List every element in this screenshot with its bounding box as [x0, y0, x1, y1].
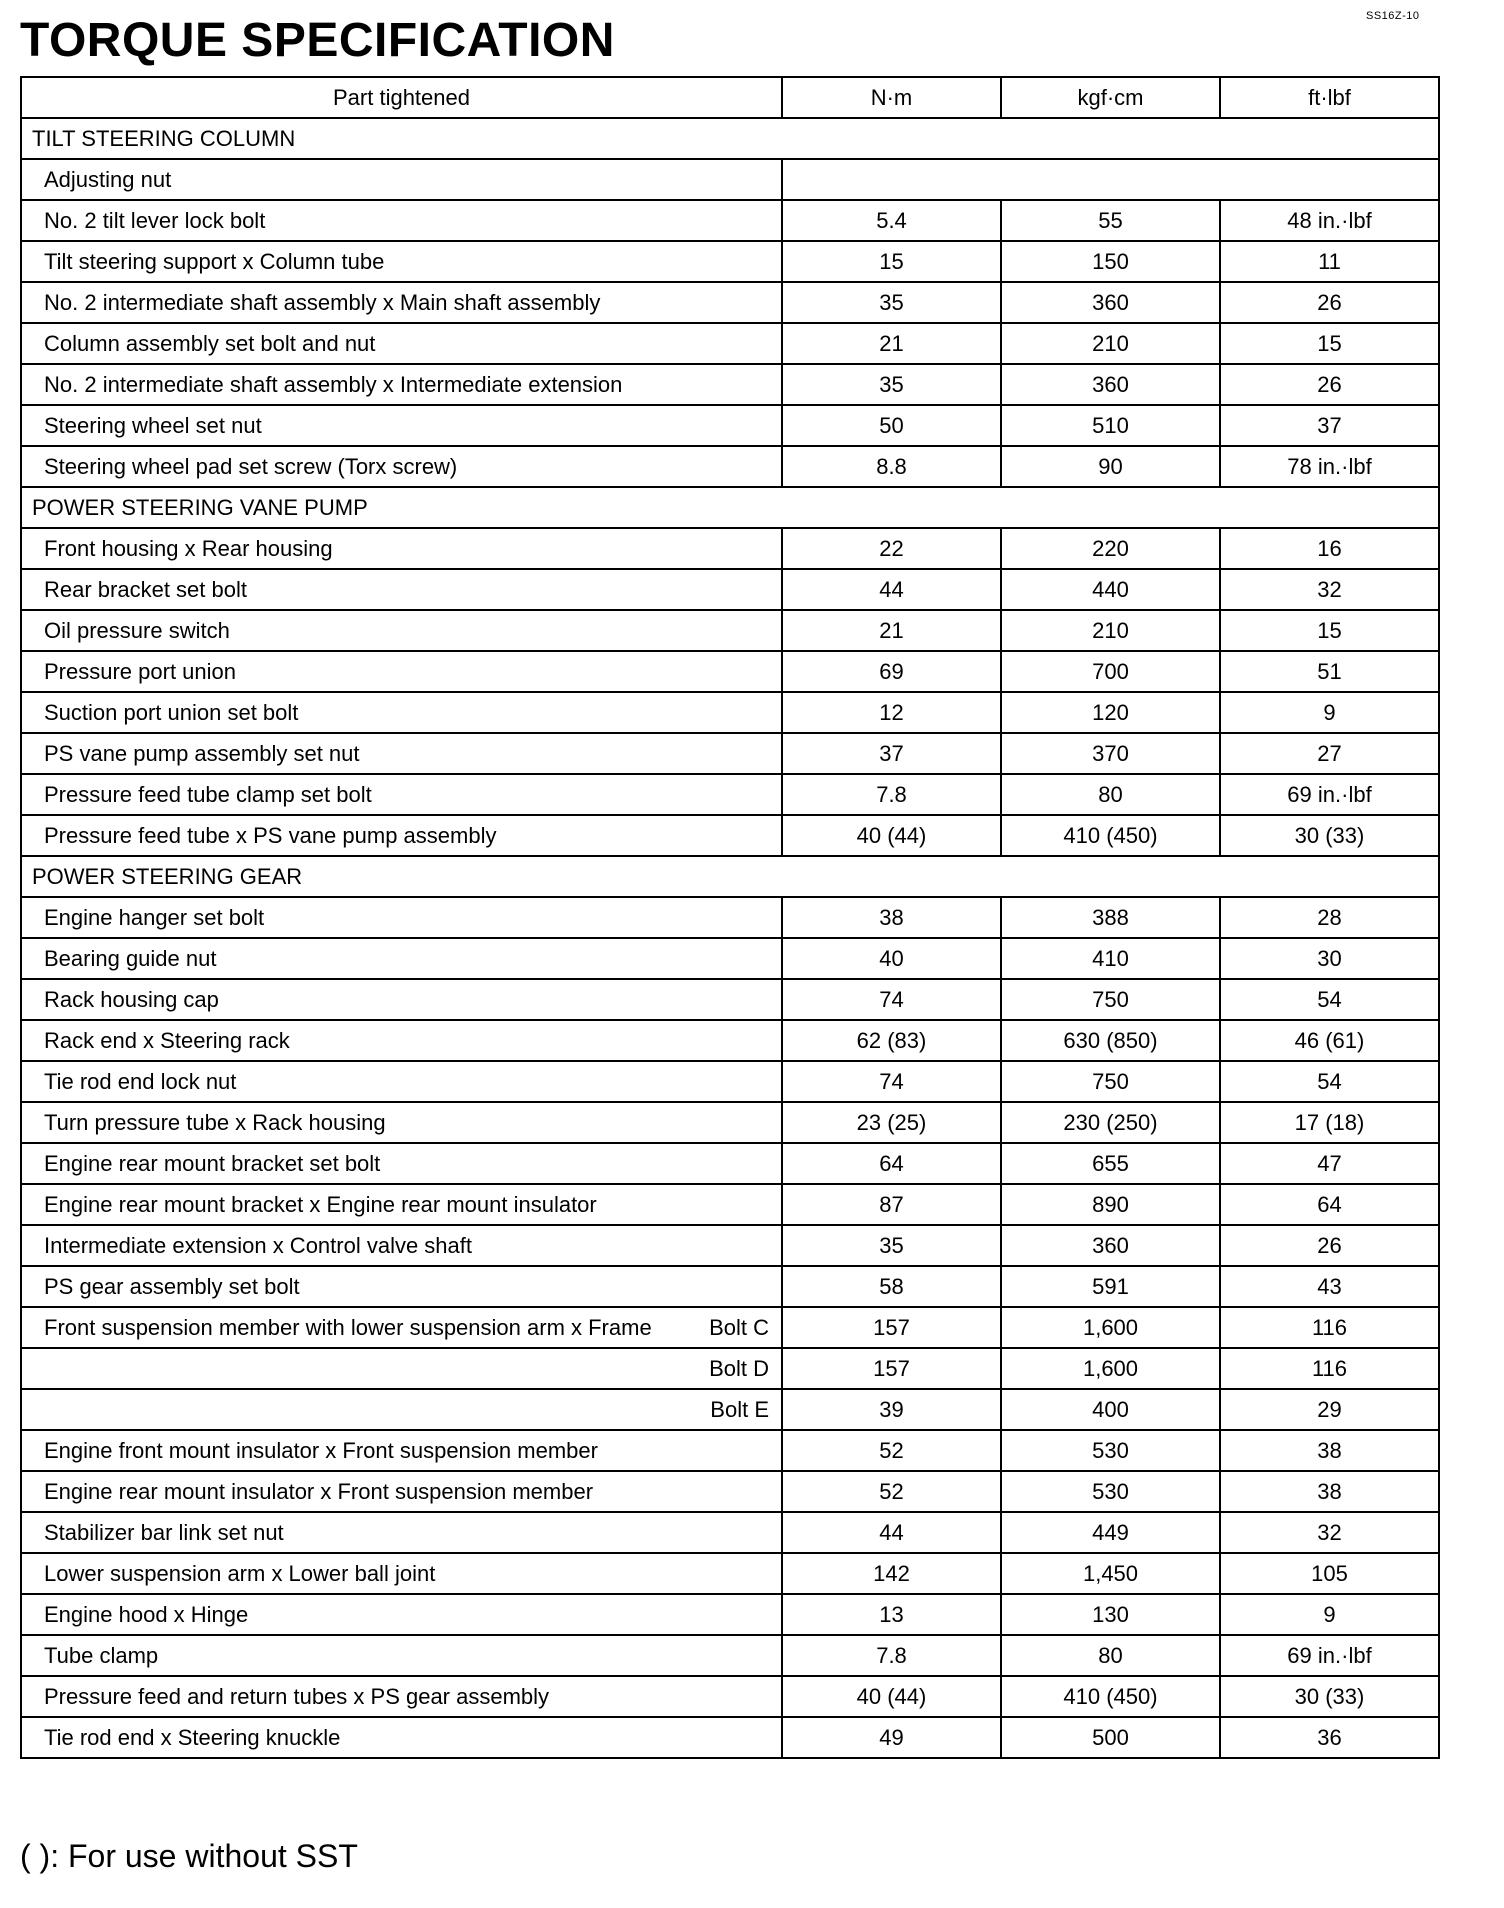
kgfcm-value: 210: [1001, 610, 1220, 651]
table-row: [21, 446, 1439, 487]
kgfcm-value: 750: [1001, 1061, 1220, 1102]
table-row: [21, 1553, 1439, 1594]
nm-value: 21: [782, 323, 1001, 364]
ftlbf-value: 54: [1220, 979, 1439, 1020]
ftlbf-value: 116: [1220, 1348, 1439, 1389]
ftlbf-value: 32: [1220, 569, 1439, 610]
part-cell: [21, 569, 782, 610]
ftlbf-value: 38: [1220, 1471, 1439, 1512]
kgfcm-value: 120: [1001, 692, 1220, 733]
kgfcm-value: 230 (250): [1001, 1102, 1220, 1143]
kgfcm-value: 410 (450): [1001, 815, 1220, 856]
table-row: [21, 1102, 1439, 1143]
nm-value: 13: [782, 1594, 1001, 1635]
nm-value: 44: [782, 1512, 1001, 1553]
kgfcm-value: 630 (850): [1001, 1020, 1220, 1061]
table-row: [21, 610, 1439, 651]
ftlbf-value: 30 (33): [1220, 815, 1439, 856]
bolt-label: Bolt D: [709, 1355, 769, 1381]
part-cell: [21, 1471, 782, 1512]
part-cell: [21, 651, 782, 692]
table-row: [21, 159, 1439, 200]
kgfcm-value: 1,600: [1001, 1307, 1220, 1348]
nm-value: 52: [782, 1471, 1001, 1512]
part-cell: [21, 405, 782, 446]
table-row: [21, 1143, 1439, 1184]
ftlbf-value: 26: [1220, 1225, 1439, 1266]
nm-value: 157: [782, 1348, 1001, 1389]
part-name: PS vane pump assembly set nut: [44, 740, 360, 766]
part-name: Column assembly set bolt and nut: [44, 330, 376, 356]
nm-value: 35: [782, 364, 1001, 405]
nm-value: 44: [782, 569, 1001, 610]
section-row: [21, 118, 1439, 159]
kgfcm-value: 150: [1001, 241, 1220, 282]
ftlbf-value: 105: [1220, 1553, 1439, 1594]
page-title: TORQUE SPECIFICATION: [20, 14, 615, 67]
table-row: [21, 1430, 1439, 1471]
table-row: [21, 1676, 1439, 1717]
table-row: [21, 1389, 1439, 1430]
kgfcm-value: 370: [1001, 733, 1220, 774]
ftlbf-value: 17 (18): [1220, 1102, 1439, 1143]
ftlbf-value: 26: [1220, 364, 1439, 405]
part-name: Rack housing cap: [44, 986, 219, 1012]
part-name: Engine front mount insulator x Front suspension member: [44, 1437, 598, 1463]
part-name: Stabilizer bar link set nut: [44, 1519, 284, 1545]
table-row: [21, 979, 1439, 1020]
ftlbf-value: 30 (33): [1220, 1676, 1439, 1717]
ftlbf-value: 37: [1220, 405, 1439, 446]
kgfcm-value: 80: [1001, 774, 1220, 815]
nm-value: 7.8: [782, 774, 1001, 815]
nm-value: 64: [782, 1143, 1001, 1184]
part-cell: [21, 323, 782, 364]
part-cell: [21, 1512, 782, 1553]
kgfcm-value: 360: [1001, 282, 1220, 323]
document-code: SS16Z-10: [1366, 10, 1420, 22]
ftlbf-value: 28: [1220, 897, 1439, 938]
nm-value: 62 (83): [782, 1020, 1001, 1061]
nm-value: 21: [782, 610, 1001, 651]
ftlbf-value: 43: [1220, 1266, 1439, 1307]
nm-value: 40: [782, 938, 1001, 979]
ftlbf-value: 27: [1220, 733, 1439, 774]
nm-value: 142: [782, 1553, 1001, 1594]
nm-value: 8.8: [782, 446, 1001, 487]
ftlbf-value: 48 in.·lbf: [1220, 200, 1439, 241]
kgfcm-value: 90: [1001, 446, 1220, 487]
table-body: [21, 118, 1439, 1758]
nm-value: 12: [782, 692, 1001, 733]
part-cell: [21, 1307, 782, 1348]
part-name: No. 2 tilt lever lock bolt: [44, 207, 266, 233]
part-name: Engine hanger set bolt: [44, 904, 265, 930]
torque-spec-table: [20, 76, 1440, 1759]
kgfcm-value: 750: [1001, 979, 1220, 1020]
part-cell: [21, 938, 782, 979]
kgfcm-value: 360: [1001, 1225, 1220, 1266]
ftlbf-value: 9: [1220, 1594, 1439, 1635]
table-row: [21, 323, 1439, 364]
part-name: Rear bracket set bolt: [44, 576, 247, 602]
table-row: [21, 1225, 1439, 1266]
kgfcm-value: 500: [1001, 1717, 1220, 1758]
part-name: Engine rear mount bracket x Engine rear mount insulator: [44, 1191, 597, 1217]
nm-value: 58: [782, 1266, 1001, 1307]
kgfcm-value: 591: [1001, 1266, 1220, 1307]
kgfcm-value: 410: [1001, 938, 1220, 979]
table-row: [21, 651, 1439, 692]
kgfcm-value: 388: [1001, 897, 1220, 938]
nm-value: 87: [782, 1184, 1001, 1225]
part-name: Adjusting nut: [44, 166, 172, 192]
table-row: [21, 569, 1439, 610]
nm-value: 157: [782, 1307, 1001, 1348]
part-name: Tube clamp: [44, 1642, 159, 1668]
part-cell: [21, 1061, 782, 1102]
part-name: Oil pressure switch: [44, 617, 230, 643]
ftlbf-value: 47: [1220, 1143, 1439, 1184]
nm-value: 35: [782, 282, 1001, 323]
part-name: Front housing x Rear housing: [44, 535, 333, 561]
part-cell: [21, 1102, 782, 1143]
part-name: Lower suspension arm x Lower ball joint: [44, 1560, 436, 1586]
part-cell: [21, 1635, 782, 1676]
nm-value: 37: [782, 733, 1001, 774]
header-kgfcm: kgf·cm: [1001, 77, 1220, 118]
part-cell: [21, 1594, 782, 1635]
part-cell: [21, 528, 782, 569]
part-cell: [21, 364, 782, 405]
kgfcm-value: 530: [1001, 1430, 1220, 1471]
footnote: ( ): For use without SST: [20, 1838, 358, 1874]
ftlbf-value: 29: [1220, 1389, 1439, 1430]
part-cell: [21, 692, 782, 733]
table-row: [21, 1266, 1439, 1307]
part-name: Pressure feed tube clamp set bolt: [44, 781, 372, 807]
nm-value: 52: [782, 1430, 1001, 1471]
ftlbf-value: 15: [1220, 610, 1439, 651]
ftlbf-value: 69 in.·lbf: [1220, 1635, 1439, 1676]
part-name: Tie rod end x Steering knuckle: [44, 1724, 341, 1750]
kgfcm-value: 890: [1001, 1184, 1220, 1225]
table-row: [21, 1512, 1439, 1553]
part-name: Intermediate extension x Control valve shaft: [44, 1232, 473, 1258]
part-name: PS gear assembly set bolt: [44, 1273, 300, 1299]
part-name: Turn pressure tube x Rack housing: [44, 1109, 386, 1135]
part-cell: [21, 159, 782, 200]
kgfcm-value: 1,450: [1001, 1553, 1220, 1594]
kgfcm-value: 655: [1001, 1143, 1220, 1184]
kgfcm-value: 210: [1001, 323, 1220, 364]
section-row: [21, 487, 1439, 528]
part-name: Pressure feed tube x PS vane pump assembly: [44, 822, 497, 848]
nm-value: 40 (44): [782, 815, 1001, 856]
table-row: [21, 364, 1439, 405]
ftlbf-value: 116: [1220, 1307, 1439, 1348]
kgfcm-value: 1,600: [1001, 1348, 1220, 1389]
kgfcm-value: 360: [1001, 364, 1220, 405]
nm-value: 35: [782, 1225, 1001, 1266]
kgfcm-value: 530: [1001, 1471, 1220, 1512]
nm-value: 38: [782, 897, 1001, 938]
kgfcm-value: 440: [1001, 569, 1220, 610]
table-row: [21, 405, 1439, 446]
ftlbf-value: 78 in.·lbf: [1220, 446, 1439, 487]
table-row: [21, 774, 1439, 815]
kgfcm-value: 700: [1001, 651, 1220, 692]
table-row: [21, 1307, 1439, 1348]
empty-value-cell: [782, 159, 1439, 200]
table-row: [21, 815, 1439, 856]
part-name: Suction port union set bolt: [44, 699, 299, 725]
part-cell: [21, 446, 782, 487]
part-name: Pressure port union: [44, 658, 236, 684]
table-row: [21, 897, 1439, 938]
header-nm: N·m: [782, 77, 1001, 118]
nm-value: 74: [782, 979, 1001, 1020]
section-row: [21, 856, 1439, 897]
part-name: Tilt steering support x Column tube: [44, 248, 385, 274]
part-name: No. 2 intermediate shaft assembly x Main shaft assembly: [44, 289, 601, 315]
nm-value: 74: [782, 1061, 1001, 1102]
header-ftlbf: ft·lbf: [1220, 77, 1439, 118]
part-cell: [21, 1020, 782, 1061]
ftlbf-value: 46 (61): [1220, 1020, 1439, 1061]
ftlbf-value: 54: [1220, 1061, 1439, 1102]
nm-value: 23 (25): [782, 1102, 1001, 1143]
nm-value: 15: [782, 241, 1001, 282]
table-row: [21, 1184, 1439, 1225]
section-heading: TILT STEERING COLUMN: [21, 118, 1439, 159]
table-row: [21, 1348, 1439, 1389]
bolt-label: Bolt E: [710, 1396, 769, 1422]
part-cell: [21, 241, 782, 282]
part-cell: [21, 1389, 782, 1430]
ftlbf-value: 16: [1220, 528, 1439, 569]
part-cell: [21, 733, 782, 774]
nm-value: 49: [782, 1717, 1001, 1758]
part-cell: [21, 1676, 782, 1717]
nm-value: 40 (44): [782, 1676, 1001, 1717]
part-cell: [21, 1266, 782, 1307]
ftlbf-value: 36: [1220, 1717, 1439, 1758]
part-cell: [21, 282, 782, 323]
ftlbf-value: 26: [1220, 282, 1439, 323]
part-name: Front suspension member with lower suspension arm x Frame: [44, 1314, 652, 1340]
nm-value: 22: [782, 528, 1001, 569]
nm-value: 50: [782, 405, 1001, 446]
table-row: [21, 938, 1439, 979]
part-name: No. 2 intermediate shaft assembly x Intermediate extension: [44, 371, 623, 397]
section-heading: POWER STEERING VANE PUMP: [21, 487, 1439, 528]
kgfcm-value: 510: [1001, 405, 1220, 446]
part-name: Engine hood x Hinge: [44, 1601, 249, 1627]
kgfcm-value: 400: [1001, 1389, 1220, 1430]
part-cell: [21, 1553, 782, 1594]
part-name: Steering wheel pad set screw (Torx screw): [44, 453, 458, 479]
ftlbf-value: 51: [1220, 651, 1439, 692]
table-row: [21, 1471, 1439, 1512]
ftlbf-value: 11: [1220, 241, 1439, 282]
table-row: [21, 528, 1439, 569]
table-row: [21, 200, 1439, 241]
nm-value: 7.8: [782, 1635, 1001, 1676]
part-name: Pressure feed and return tubes x PS gear assembly: [44, 1683, 550, 1709]
part-cell: [21, 1348, 782, 1389]
part-cell: [21, 1184, 782, 1225]
part-name: Engine rear mount bracket set bolt: [44, 1150, 381, 1176]
kgfcm-value: 55: [1001, 200, 1220, 241]
ftlbf-value: 9: [1220, 692, 1439, 733]
part-name: Bearing guide nut: [44, 945, 217, 971]
part-cell: [21, 1430, 782, 1471]
part-name: Tie rod end lock nut: [44, 1068, 237, 1094]
ftlbf-value: 30: [1220, 938, 1439, 979]
part-cell: [21, 1717, 782, 1758]
table-row: [21, 1061, 1439, 1102]
part-cell: [21, 1225, 782, 1266]
table-row: [21, 282, 1439, 323]
table-row: [21, 1717, 1439, 1758]
table-row: [21, 1594, 1439, 1635]
bolt-label: Bolt C: [709, 1314, 769, 1340]
nm-value: 39: [782, 1389, 1001, 1430]
header-part-tightened: Part tightened: [21, 77, 782, 118]
part-name: Steering wheel set nut: [44, 412, 262, 438]
part-cell: [21, 1143, 782, 1184]
kgfcm-value: 410 (450): [1001, 1676, 1220, 1717]
ftlbf-value: 15: [1220, 323, 1439, 364]
ftlbf-value: 32: [1220, 1512, 1439, 1553]
ftlbf-value: 69 in.·lbf: [1220, 774, 1439, 815]
part-cell: [21, 200, 782, 241]
part-cell: [21, 979, 782, 1020]
table-row: [21, 733, 1439, 774]
section-heading: POWER STEERING GEAR: [21, 856, 1439, 897]
table-row: [21, 1020, 1439, 1061]
nm-value: 5.4: [782, 200, 1001, 241]
table-row: [21, 241, 1439, 282]
table-header-row: [21, 77, 1439, 118]
kgfcm-value: 130: [1001, 1594, 1220, 1635]
part-cell: [21, 815, 782, 856]
table-row: [21, 1635, 1439, 1676]
table-row: [21, 692, 1439, 733]
part-name: Engine rear mount insulator x Front suspension member: [44, 1478, 594, 1504]
kgfcm-value: 220: [1001, 528, 1220, 569]
ftlbf-value: 64: [1220, 1184, 1439, 1225]
part-cell: [21, 610, 782, 651]
part-cell: [21, 774, 782, 815]
part-name: Rack end x Steering rack: [44, 1027, 290, 1053]
part-cell: [21, 897, 782, 938]
ftlbf-value: 38: [1220, 1430, 1439, 1471]
kgfcm-value: 449: [1001, 1512, 1220, 1553]
nm-value: 69: [782, 651, 1001, 692]
kgfcm-value: 80: [1001, 1635, 1220, 1676]
